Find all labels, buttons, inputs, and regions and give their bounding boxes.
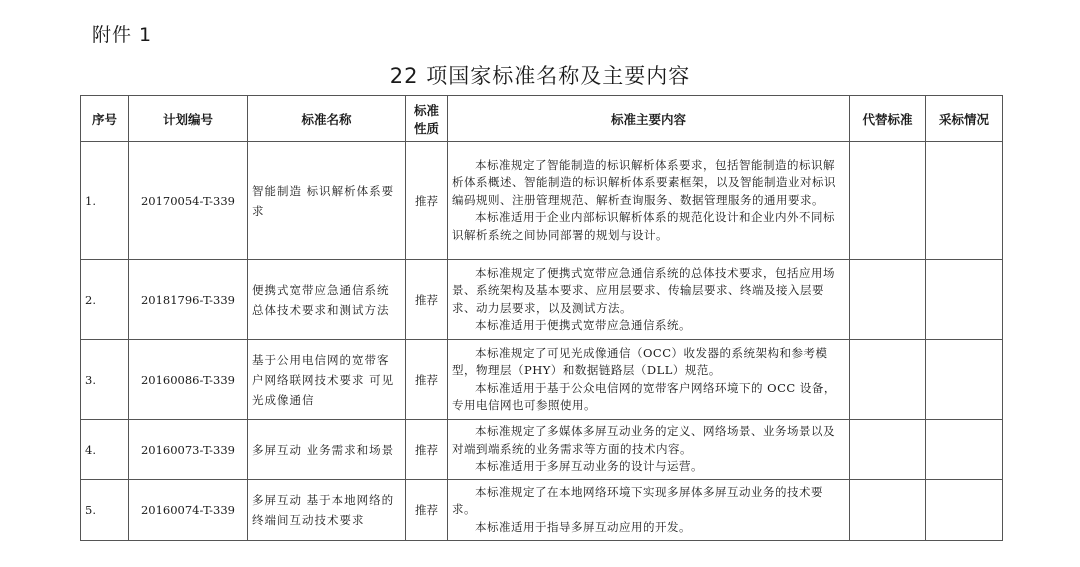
cell-name: 多屏互动 业务需求和场景	[248, 420, 406, 480]
cell-content	[448, 420, 850, 480]
content-paragraph: 本标准规定了在本地网络环境下实现多屏体多屏互动业务的技术要求。	[452, 484, 823, 517]
table-row	[81, 480, 1003, 541]
document-title: 22 项国家标准名称及主要内容	[389, 64, 691, 88]
cell-name: 智能制造 标识解析体系要求	[248, 142, 406, 260]
content-paragraph: 本标准适用于便携式宽带应急通信系统。	[475, 318, 691, 332]
col-header-replace: 代替标准	[850, 96, 926, 142]
cell-nature: 推荐	[406, 260, 448, 340]
content-paragraph: 本标准适用于多屏互动业务的设计与运营。	[475, 459, 703, 474]
col-header-nature: 标准性质	[406, 96, 448, 142]
cell-no: 5.	[81, 480, 129, 541]
cell-content	[448, 142, 850, 260]
content-paragraph: 本标准适用于企业内部标识解析体系的规范化设计和企业内外不同标识解析系统之间协同部署的规划与设计。	[452, 210, 835, 242]
col-header-adopt: 采标情况	[926, 96, 1003, 142]
table-row	[81, 420, 1003, 480]
col-header-name: 标准名称	[248, 96, 406, 142]
cell-adopt	[926, 260, 1003, 340]
cell-content	[448, 340, 850, 420]
cell-plan: 20160074-T-339	[129, 480, 248, 541]
content-paragraph: 本标准适用于基于公众电信网的宽带客户网络环境下的 OCC 设备，专用电信网也可参照使用。	[452, 380, 836, 412]
cell-nature: 推荐	[406, 480, 448, 541]
cell-plan: 20181796-T-339	[129, 260, 248, 340]
cell-nature: 推荐	[406, 420, 448, 480]
cell-name: 便携式宽带应急通信系统总体技术要求和测试方法	[248, 260, 406, 340]
content-paragraph: 本标准规定了多媒体多屏互动业务的定义、网络场景、业务场景以及对端到端系统的业务需求等方面的技术内容。	[452, 424, 835, 456]
content-paragraph: 本标准适用于指导多屏互动应用的开发。	[475, 519, 691, 534]
table-row	[81, 142, 1003, 260]
cell-replace	[850, 260, 926, 340]
cell-replace	[850, 142, 926, 260]
cell-name: 多屏互动 基于本地网络的终端间互动技术要求	[248, 480, 406, 541]
cell-plan: 20160073-T-339	[129, 420, 248, 480]
cell-no: 4.	[81, 420, 129, 480]
cell-replace	[850, 480, 926, 541]
cell-adopt	[926, 340, 1003, 420]
col-header-no: 序号	[81, 96, 129, 142]
cell-plan: 20170054-T-339	[129, 142, 248, 260]
cell-no: 3.	[81, 340, 129, 420]
cell-plan: 20160086-T-339	[129, 340, 248, 420]
cell-name: 基于公用电信网的宽带客户网络联网技术要求 可见光成像通信	[248, 340, 406, 420]
attachment-label: 附件 1	[92, 24, 153, 46]
cell-no: 2.	[81, 260, 129, 340]
cell-adopt	[926, 420, 1003, 480]
table-row	[81, 340, 1003, 420]
cell-content	[448, 480, 850, 541]
cell-nature: 推荐	[406, 340, 448, 420]
cell-replace	[850, 420, 926, 480]
table-header-row	[81, 96, 1003, 142]
cell-content	[448, 260, 850, 340]
content-paragraph: 本标准规定了可见光成像通信（OCC）收发器的系统架构和参考模型，物理层（PHY）和数据链路层（DLL）规范。	[452, 345, 828, 377]
standards-table	[80, 95, 1003, 541]
col-header-plan: 计划编号	[129, 96, 248, 142]
content-paragraph: 本标准规定了便携式宽带应急通信系统的总体技术要求，包括应用场景、系统架构及基本要求、应用层要求、传输层要求、终端及接入层要求、动力层要求，以及测试方法。	[452, 265, 835, 315]
col-header-content: 标准主要内容	[448, 96, 850, 142]
cell-adopt	[926, 480, 1003, 541]
cell-nature: 推荐	[406, 142, 448, 260]
content-paragraph: 本标准规定了智能制造的标识解析体系要求，包括智能制造的标识解析体系概述、智能制造的标识解析体系要素框架，以及智能制造业对标识编码规则、注册管理规范、解析查询服务、数据管理服务的通用要求。	[452, 157, 836, 207]
table-row	[81, 260, 1003, 340]
cell-no: 1.	[81, 142, 129, 260]
cell-replace	[850, 340, 926, 420]
cell-adopt	[926, 142, 1003, 260]
